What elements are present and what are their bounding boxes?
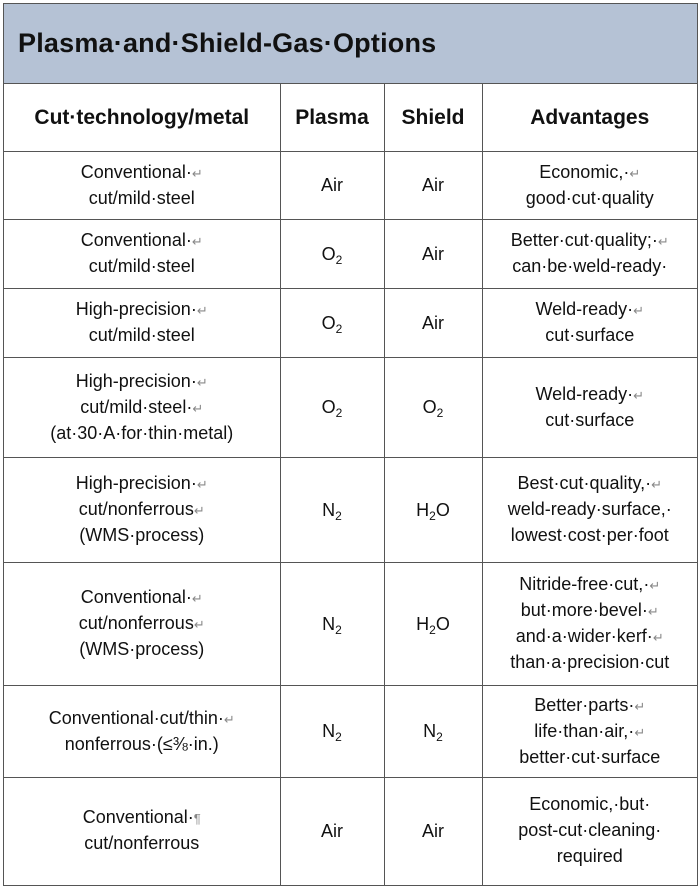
cell-text: good·cut·quality [525,187,654,208]
cell-cut-technology [4,686,280,778]
cell-line [487,186,694,212]
cell-line [8,637,276,663]
edit-mark: ↵ [196,374,208,390]
cell-line [487,228,694,254]
cell-shield-gas [384,563,482,686]
cell-line [487,572,694,598]
cell-text: High-precision· [75,370,197,391]
gas-base: Air [321,820,343,841]
cell-line [8,585,276,611]
cell-line [8,706,276,732]
cell-shield-gas [384,778,482,885]
gas-base: Air [321,175,343,195]
edit-mark: ↵ [191,165,203,181]
edit-mark: ↵ [191,591,203,606]
cell-text: weld-ready·surface,· [507,499,672,519]
edit-mark: ↵ [647,604,659,619]
cell-advantages [482,152,697,220]
cell-text: life·than·air,· [534,720,635,741]
cell-line [487,254,694,280]
cell-text: Conventional· [80,230,192,250]
cell-text: required [556,846,623,867]
edit-mark: ¶ [193,811,201,827]
cell-text: cut/nonferrous [84,833,200,854]
edit-mark: ↵ [196,477,208,492]
gas-base: Air [422,175,444,195]
gas-base: Air [422,312,444,333]
cell-plasma-gas [280,220,384,289]
table-body [4,152,697,885]
cell-plasma-gas [280,458,384,563]
cell-text: Weld-ready· [535,299,634,319]
cell-line [487,497,694,523]
cell-text: cut/mild·steel· [80,396,193,417]
cell-advantages [482,289,697,358]
table-row [4,458,697,563]
cell-line [487,693,694,719]
cell-text: and·a·wider·kerf· [515,626,653,646]
cell-line [8,611,276,637]
cell-text: Conventional· [82,807,194,828]
gas-subscript: 2 [335,252,343,267]
gas-subscript: 2 [436,730,443,744]
cell-text: Economic,· [539,161,630,182]
cell-line [8,523,276,549]
cell-line [8,421,276,447]
cell-line [487,297,694,323]
cell-line [8,805,276,831]
edit-mark: ↵ [634,698,646,714]
cell-line [8,369,276,395]
cell-line [8,297,276,323]
cell-text: Nitride-free·cut,· [519,574,650,594]
cell-text: High-precision· [75,299,197,319]
gas-subscript: 2 [436,406,444,420]
cell-text: Weld-ready· [535,383,634,404]
cell-text: cut/mild·steel [88,325,195,345]
cell-text: (at·30·A·for·thin·metal) [50,422,234,443]
edit-mark: ↵ [633,387,645,403]
cell-plasma-gas [280,686,384,778]
gas-base: Air [422,243,444,264]
edit-mark: ↵ [223,711,235,727]
cell-line [8,160,276,186]
cell-line [8,497,276,523]
cell-advantages [482,563,697,686]
gas-base: N [322,499,336,520]
cell-line [8,471,276,497]
gas-subscript: 2 [429,508,436,523]
gas-base: N [423,721,437,741]
cell-plasma-gas [280,289,384,358]
cell-text: cut/mild·steel [88,256,195,276]
edit-mark: ↵ [192,400,204,416]
cell-line [487,471,694,497]
table-row [4,289,697,358]
cell-text: nonferrous·(≤⅜·in.) [64,733,219,754]
edit-mark: ↵ [629,165,641,181]
gas-tail: O [435,499,450,520]
cell-text: lowest·cost·per·foot [510,525,669,545]
edit-mark: ↵ [649,578,661,593]
cell-text: Better·cut·quality;· [510,230,658,250]
cell-shield-gas [384,686,482,778]
cell-line [8,254,276,280]
gas-subscript: 2 [335,321,343,336]
edit-mark: ↵ [652,630,664,645]
table-row [4,152,697,220]
cell-line [487,844,694,870]
cell-plasma-gas [280,778,384,885]
edit-mark: ↵ [651,477,663,492]
cell-line [8,831,276,857]
cell-shield-gas [384,458,482,563]
gas-base: O [321,243,336,264]
cell-line [8,186,276,212]
cell-advantages [482,220,697,289]
cell-text: (WMS·process) [79,525,205,545]
gas-base: Air [422,820,444,841]
edit-mark: ↵ [634,724,646,740]
cell-shield-gas [384,358,482,458]
cell-line [487,160,694,186]
cell-line [8,395,276,421]
gas-subscript: 2 [335,730,342,744]
cell-text: cut·surface [545,409,635,430]
edit-mark: ↵ [193,617,205,632]
gas-subscript: 2 [429,622,436,637]
edit-mark: ↵ [191,234,203,249]
gas-base: O [422,397,437,417]
cell-text: than·a·precision·cut [510,652,670,672]
gas-base: H [416,499,430,520]
table-title-bar [4,4,697,84]
cell-text: better·cut·surface [519,746,661,767]
cell-text: cut/mild·steel [88,187,195,208]
header-plasma: Plasma [280,84,384,152]
cell-plasma-gas [280,152,384,220]
edit-mark: ↵ [196,303,208,318]
cell-cut-technology [4,220,280,289]
table-row [4,220,697,289]
cell-text: cut/nonferrous [78,613,194,633]
gas-base: N [322,721,336,741]
table-title: Plasma·and·Shield-Gas·Options [18,28,437,58]
edit-mark: ↵ [193,503,205,518]
cell-plasma-gas [280,563,384,686]
cell-text: Better·parts· [534,694,635,715]
cell-shield-gas [384,152,482,220]
cell-cut-technology [4,778,280,885]
cell-line [8,323,276,349]
header-cut-technology: Cut·technology/metal [4,84,280,152]
cell-advantages [482,778,697,885]
cell-line [487,598,694,624]
cell-line [487,719,694,745]
cell-shield-gas [384,289,482,358]
cell-plasma-gas [280,358,384,458]
cell-line [8,732,276,758]
cell-advantages [482,458,697,563]
cell-text: Economic,·but· [529,794,651,815]
gas-subscript: 2 [335,508,342,523]
table-row [4,563,697,686]
cell-text: Best·cut·quality,· [517,473,652,493]
cell-line [487,650,694,676]
gas-subscript: 2 [335,622,342,637]
cell-line [487,624,694,650]
gas-subscript: 2 [335,406,343,420]
cell-text: High-precision· [75,473,197,493]
gas-base: N [322,613,336,634]
cell-line [487,523,694,549]
cell-text: Conventional· [80,161,192,182]
edit-mark: ↵ [657,234,669,249]
cell-text: post-cut·cleaning· [518,820,662,841]
header-advantages: Advantages [482,84,697,152]
gas-options-table-card [3,3,698,886]
cell-shield-gas [384,220,482,289]
cell-cut-technology [4,289,280,358]
table-row [4,358,697,458]
gas-options-table [4,84,697,885]
gas-tail: O [435,613,450,634]
cell-cut-technology [4,152,280,220]
cell-text: (WMS·process) [79,639,205,659]
cell-text: can·be·weld-ready· [512,256,668,276]
cell-text: cut/nonferrous [78,499,194,519]
gas-base: H [416,613,430,634]
cell-line [487,745,694,771]
cell-text: cut·surface [545,325,635,345]
gas-base: O [321,397,336,417]
cell-advantages [482,686,697,778]
edit-mark: ↵ [633,303,645,318]
cell-cut-technology [4,458,280,563]
table-row [4,778,697,885]
cell-text: Conventional·cut/thin· [48,707,224,728]
cell-text: but·more·bevel· [520,600,648,620]
cell-line [487,818,694,844]
header-row [4,84,697,152]
cell-line [8,228,276,254]
cell-cut-technology [4,358,280,458]
gas-base: O [321,312,336,333]
header-shield: Shield [384,84,482,152]
cell-line [487,382,694,408]
cell-line [487,408,694,434]
cell-text: Conventional· [80,587,192,607]
cell-advantages [482,358,697,458]
cell-line [487,323,694,349]
table-row [4,686,697,778]
cell-cut-technology [4,563,280,686]
cell-line [487,792,694,818]
